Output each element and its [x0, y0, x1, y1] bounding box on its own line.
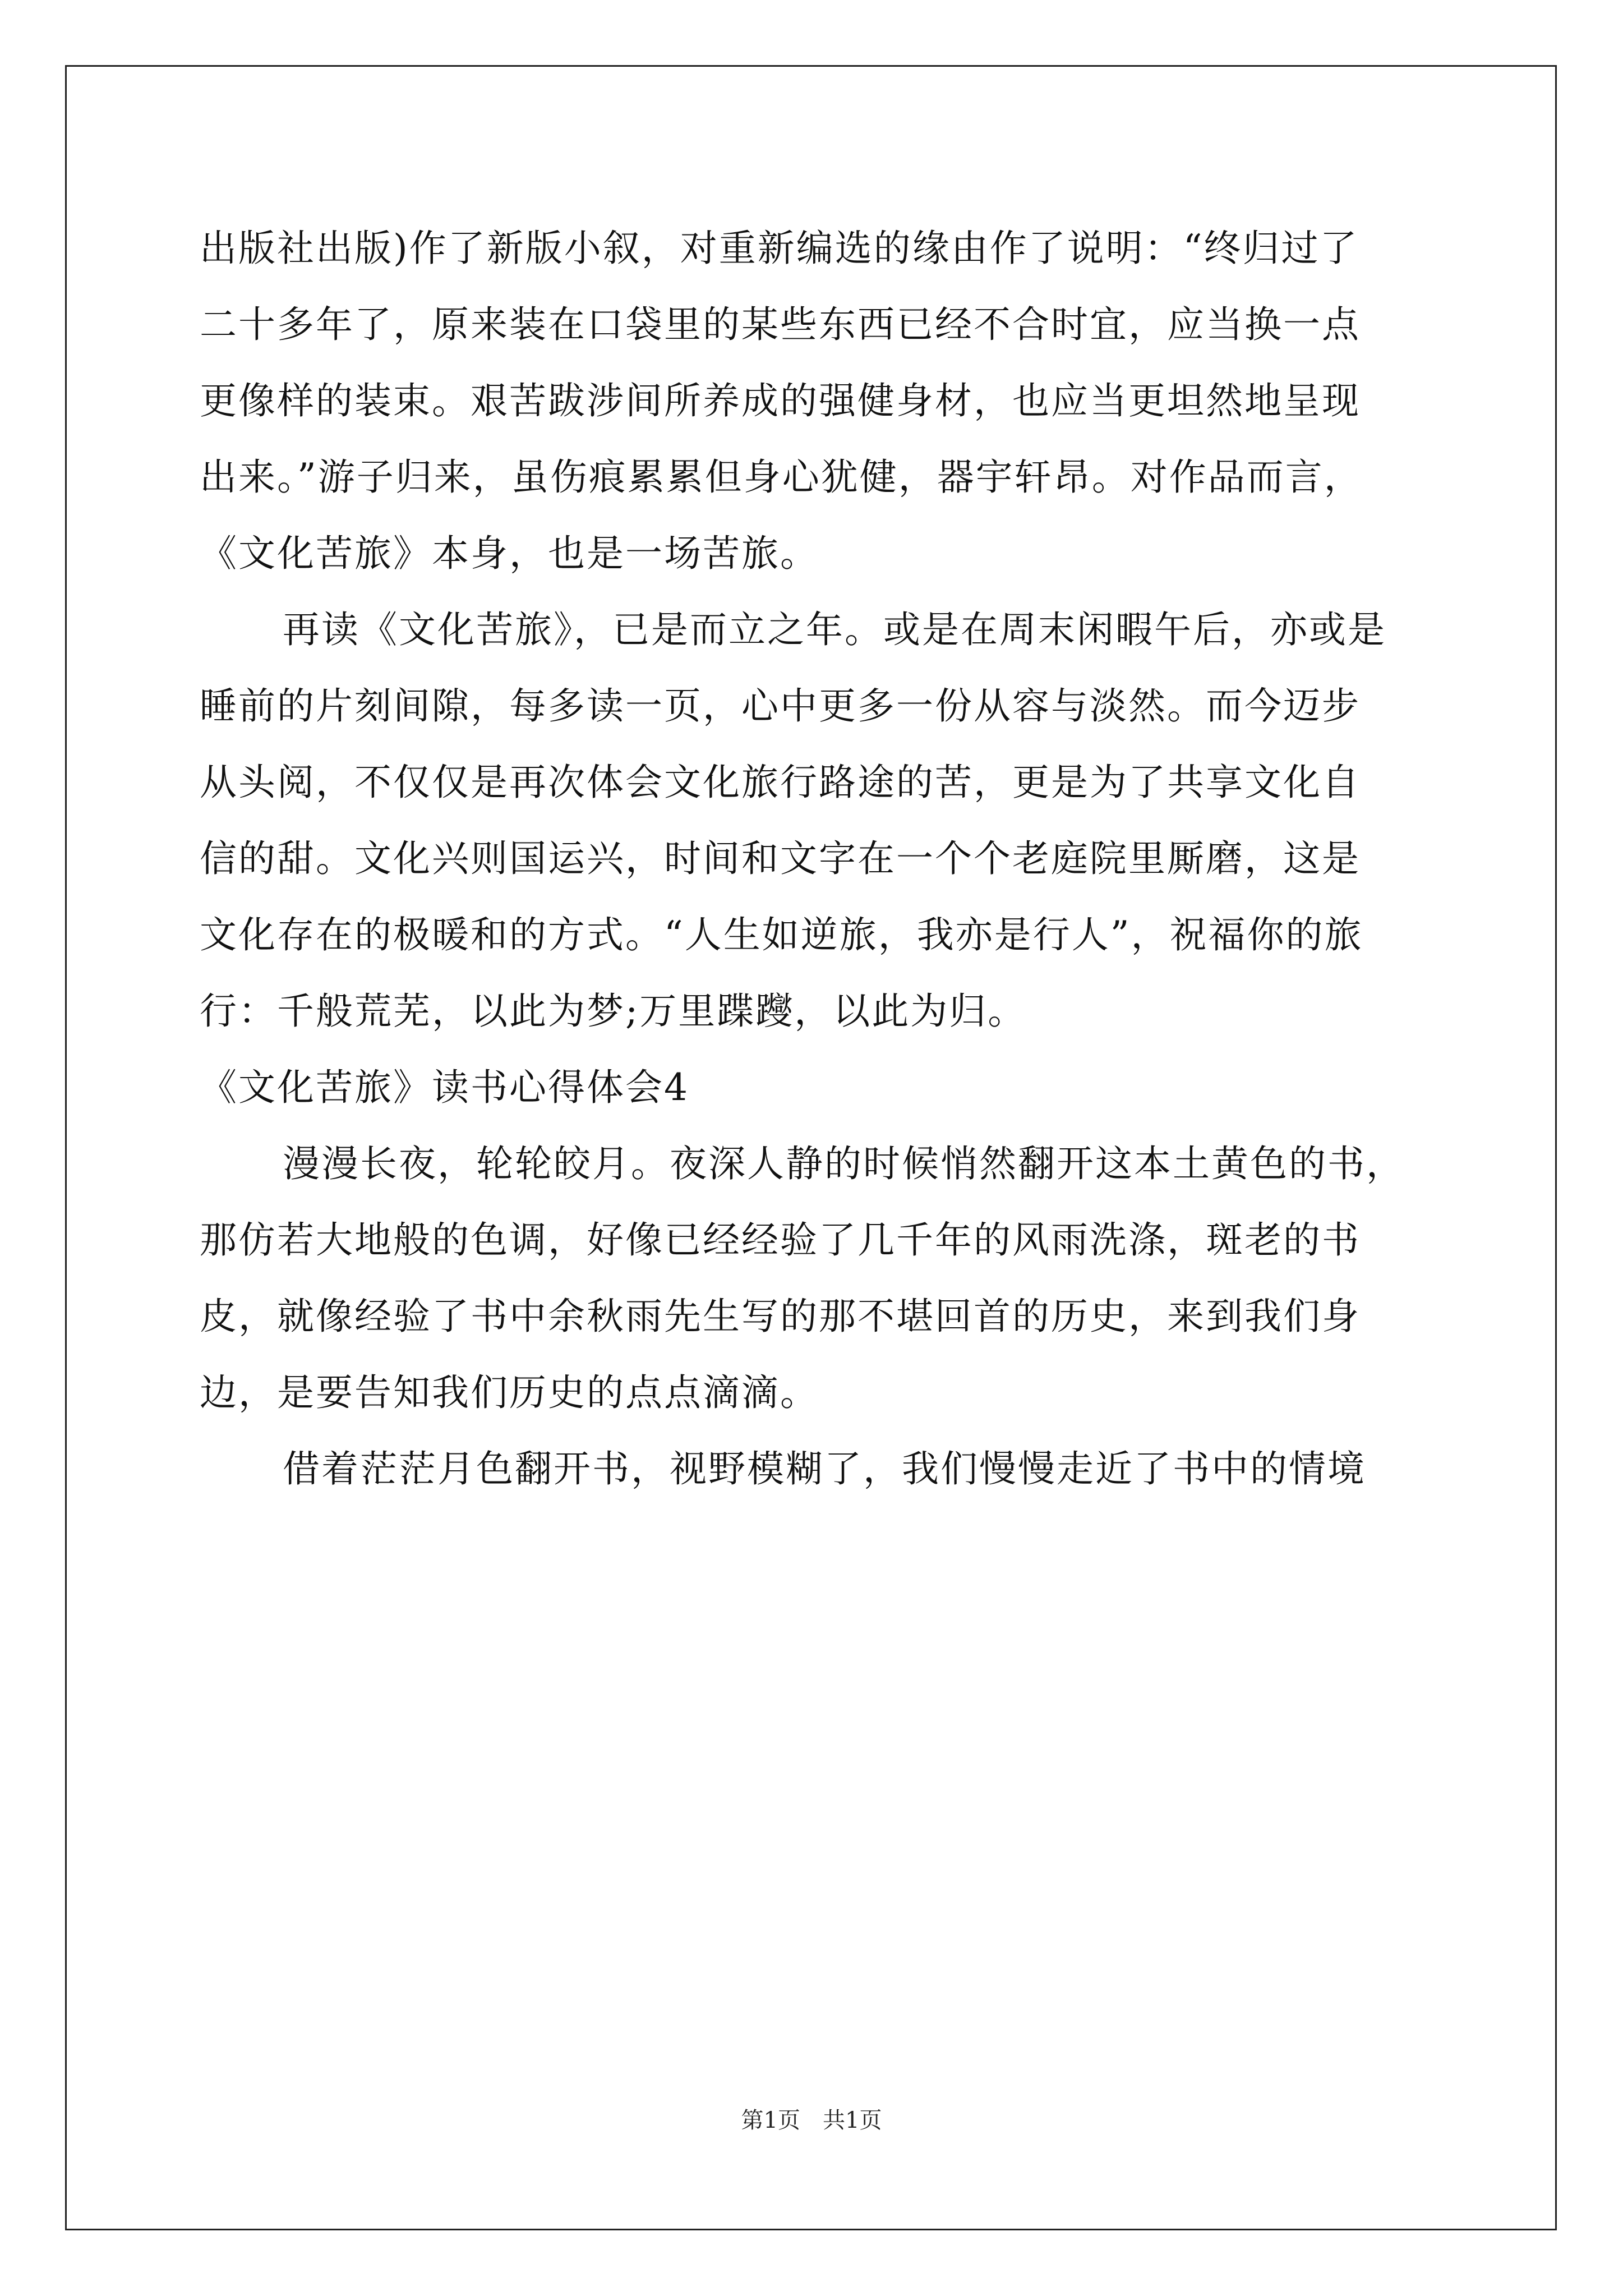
text-line: 文化存在的极暖和的方式。“人生如逆旅，我亦是行人”，祝福你的旅: [200, 913, 1363, 956]
text-line: 边，是要告知我们历史的点点滴滴。: [200, 1371, 819, 1414]
text-line: 更像样的装束。艰苦跋涉间所养成的强健身材，也应当更坦然地呈现: [200, 379, 1361, 422]
text-line: 皮，就像经验了书中余秋雨先生写的那不堪回首的历史，来到我们身: [200, 1295, 1361, 1338]
page-footer: [0, 2104, 1623, 2137]
text-line: 二十多年了，原来装在口袋里的某些东西已经不合时宜，应当换一点: [200, 303, 1361, 346]
text-line: 信的甜。文化兴则国运兴，时间和文字在一个个老庭院里厮磨，这是: [200, 837, 1361, 880]
text-line: 行：千般荒芜，以此为梦;万里蹀躞，以此为归。: [200, 990, 1027, 1033]
text-line: 从头阅，不仅仅是再次体会文化旅行路途的苦，更是为了共享文化自: [200, 761, 1361, 804]
page-number: 第1页: [741, 2108, 800, 2133]
page-total: 共1页: [823, 2108, 882, 2133]
text-line: 漫漫长夜，轮轮皎月。夜深人静的时候悄然翻开这本土黄色的书，: [283, 1142, 1405, 1185]
section-heading: 《文化苦旅》读书心得体会4: [200, 1066, 689, 1109]
text-line: 再读《文化苦旅》，已是而立之年。或是在周末闲暇午后，亦或是: [283, 608, 1386, 651]
text-line: 出版社出版)作了新版小叙，对重新编选的缘由作了说明：“终归过了: [200, 227, 1359, 270]
text-line: 借着茫茫月色翻开书，视野模糊了，我们慢慢走近了书中的情境: [283, 1447, 1366, 1490]
text-line: 那仿若大地般的色调，好像已经经验了几千年的风雨洗涤，斑老的书: [200, 1218, 1361, 1262]
text-line: 睡前的片刻间隙，每多读一页，心中更多一份从容与淡然。而今迈步: [200, 684, 1361, 728]
text-line: 出来。”游子归来，虽伤痕累累但身心犹健，器宇轩昂。对作品而言，: [200, 455, 1363, 499]
text-line: 《文化苦旅》本身，也是一场苦旅。: [200, 532, 819, 575]
document-body: [200, 210, 1461, 1507]
